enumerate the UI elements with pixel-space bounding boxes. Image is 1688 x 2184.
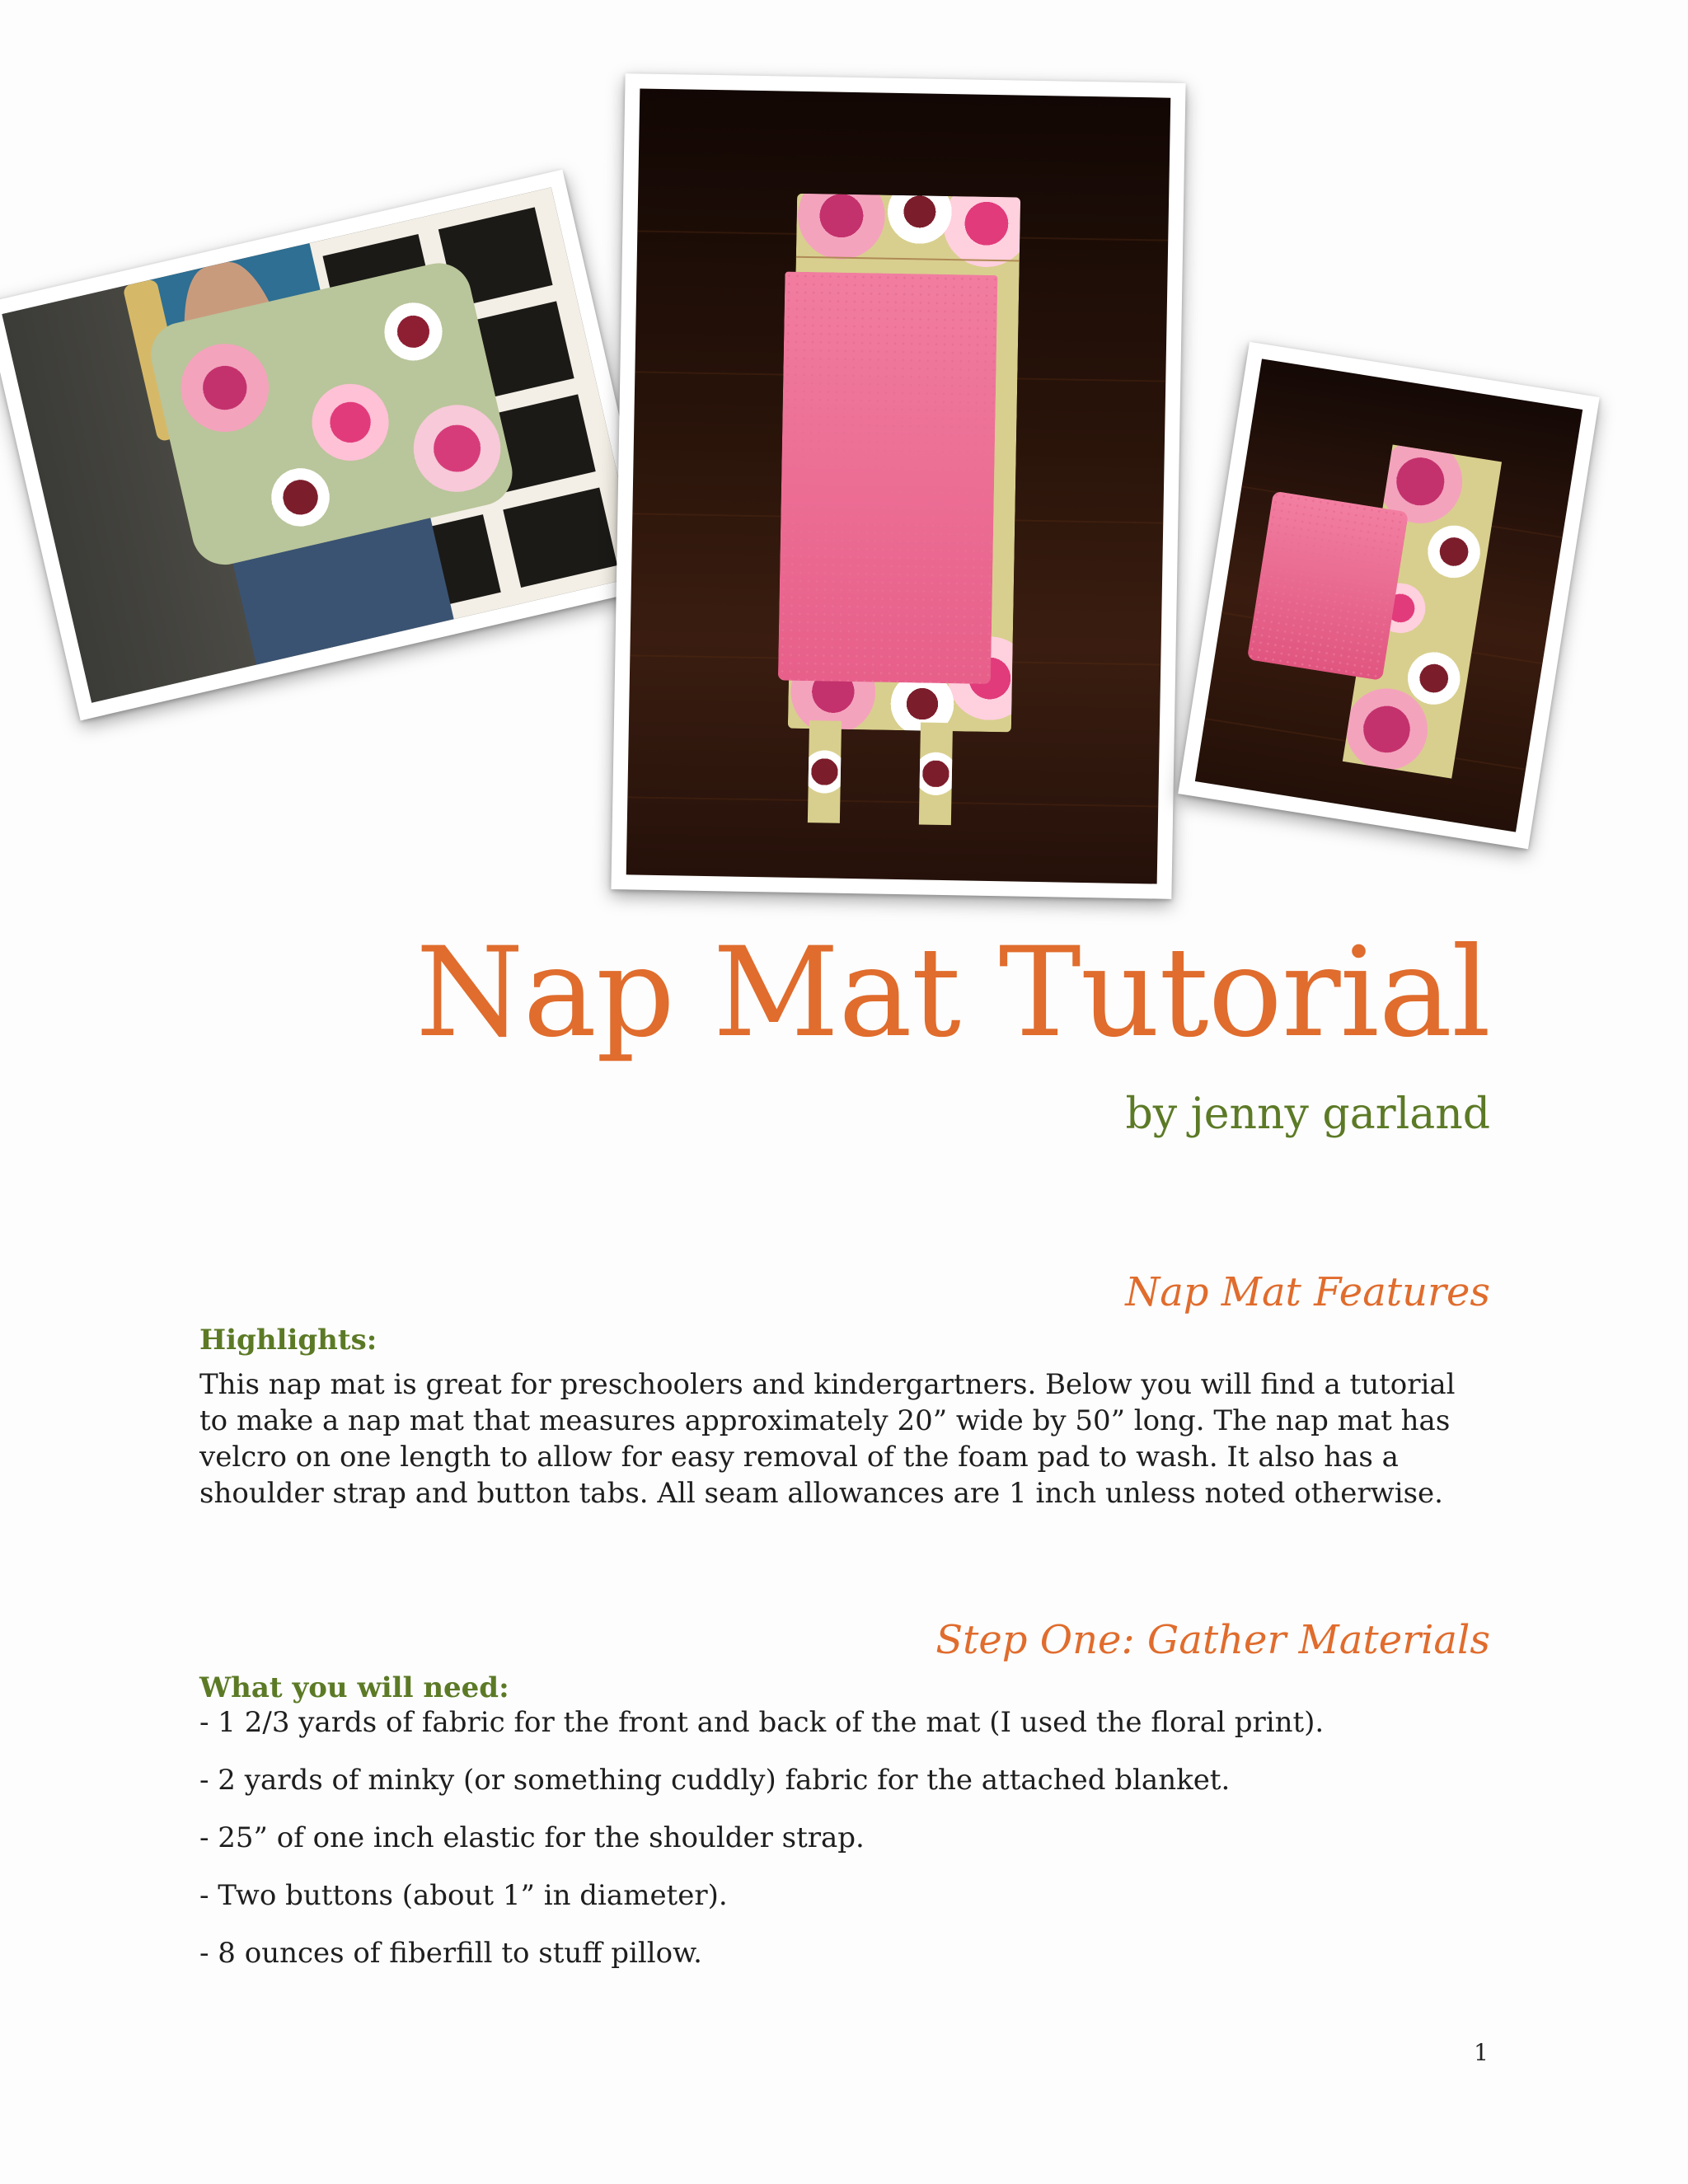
author-byline: by jenny garland	[1125, 1090, 1490, 1139]
list-item: - 2 yards of minky (or something cuddly) fabric for the attached blanket.	[199, 1764, 1231, 1797]
list-item: - 1 2/3 yards of fabric for the front and back of the mat (I used the floral print).	[199, 1706, 1325, 1739]
subheading-highlights: Highlights:	[199, 1324, 377, 1357]
page-number: 1	[1474, 2039, 1489, 2066]
features-paragraph: This nap mat is great for preschoolers and kindergartners. Below you will find a tutorial to make a nap mat that measures approximately 20” wide by 50” long. The nap mat has velcro on one length to allow for easy removal of the foam pad to wash. It also has a shoulder strap and button tabs. All seam allowances are 1 inch unless noted otherwise.	[199, 1368, 1456, 1510]
subheading-what-you-need: What you will need:	[199, 1671, 509, 1704]
materials-list	[199, 1704, 1489, 1993]
photo-nap-mat-with-blanket-folded	[1178, 342, 1600, 849]
photo-nap-mat-laid-flat	[611, 73, 1185, 899]
photo-woman-carrying-nap-mat	[0, 170, 659, 721]
section-heading-step-one: Step One: Gather Materials	[935, 1617, 1490, 1663]
section-heading-features: Nap Mat Features	[1125, 1269, 1490, 1315]
list-item: - Two buttons (about 1” in diameter).	[199, 1879, 728, 1912]
list-item: - 8 ounces of fiberfill to stuff pillow.	[199, 1937, 702, 1970]
page-title: Nap Mat Tutorial	[415, 921, 1490, 1065]
list-item: - 25” of one inch elastic for the shoulder strap.	[199, 1821, 865, 1854]
